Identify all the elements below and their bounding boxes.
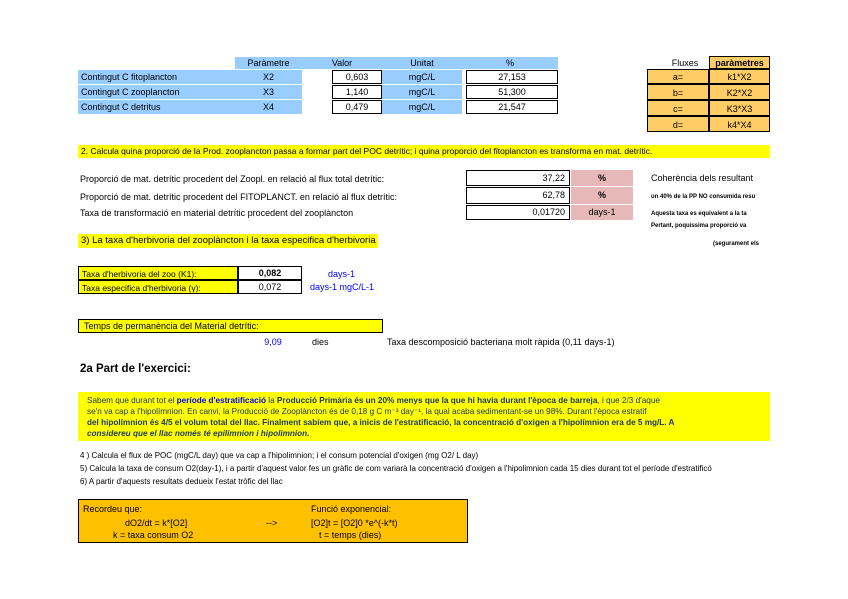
recordeu-label: Recordeu que: (83, 504, 143, 514)
formula-eq1: dO2/dt = k*[O2] (125, 518, 188, 528)
residence-note: Taxa descomposició bacteriana molt ràpida (0,11 days-1) (387, 337, 615, 347)
question-2-title: 2. Calcula quina proporció de la Prod. zooplancton passa a formar part del POC detrític; i quina proporció del fitoplancton es transforma en mat. detrític. (78, 145, 770, 158)
formula-eq2: k = taxa consum O2 (113, 530, 194, 540)
row-pct: 21,547 (466, 100, 558, 114)
row-pct: 27,153 (466, 70, 558, 84)
q2-row-note: Coherència dels resultant (651, 173, 754, 183)
row-param: X3 (235, 85, 302, 99)
row-valor: 0,603 (332, 70, 382, 84)
row-valor: 1,140 (332, 85, 382, 99)
func-eq1: [O2]t = [O2]0 *e^(-k*t) (311, 518, 398, 528)
question-3-title: 3) La taxa d'herbivoria del zooplàncton i la taxa especifica d'herbivoria (78, 234, 378, 248)
formula-arrow: --> (266, 518, 278, 528)
row-unitat: mgC/L (382, 100, 462, 114)
row-unitat: mgC/L (382, 85, 462, 99)
q2-row-unit: % (571, 187, 633, 204)
row-param: X2 (235, 70, 302, 84)
statement-line: considereu que el llac només té epilimnion i hipolimnion. (87, 429, 310, 438)
row-unitat: mgC/L (382, 70, 462, 84)
statement-bold: Producció Primària és un 20% menys que la que hi havia durant l'època de barreja (276, 396, 598, 405)
row-label: Contingut C fitoplancton (78, 70, 235, 84)
q2-row-label: Taxa de transformació en material detrític procedent del zooplàncton (80, 208, 354, 218)
q3-row-label: Taxa d'herbivoria del zoo (K1): (78, 266, 238, 280)
q2-note-3: (segurament els (713, 241, 760, 247)
q2-note-2: Pertant, poquíssima proporció va (651, 223, 747, 229)
statement-line: se'n va cap a l'hipolímnion. En canvi, la Producció de Zooplàncton és de 0,18 g C m⁻³ day⁻¹, la qual acaba sedimentant-se un 98%. Durant l'època estratif (87, 407, 647, 416)
statement-line: del hipolímnion és 4/5 el volum total del llac. Finalment sabíem que, a inicis de l'estratificació, la concentració d'oxigen a l'hipolímnion era de 5 mg/L. A (87, 418, 675, 427)
header-parametre: Paràmetre (235, 57, 302, 69)
q2-row-value: 62,78 (466, 187, 570, 204)
row-valor: 0,479 (332, 100, 382, 114)
statement-text: la (265, 396, 277, 405)
flux-value: K3*X3 (709, 100, 770, 116)
q3-row-value: 0,082 (238, 266, 302, 280)
q3-row-value: 0,072 (238, 280, 302, 294)
residence-title: Temps de permanència del Material detrític: (78, 319, 383, 333)
row-label: Contingut C zooplancton (78, 85, 235, 99)
header-pct: % (462, 57, 558, 69)
part2-heading: 2a Part de l'exercici: (80, 363, 191, 375)
q2-row-unit: % (571, 170, 633, 186)
part2-statement (78, 392, 770, 441)
q3-row-label: Taxa especifica d'herbivoria (γ): (78, 280, 238, 294)
question-4: 4 ) Calcula el flux de POC (mgC/L day) que va cap a l'hipolimnion; i el consum potencial d'oxigen (mg O2/ L day) (80, 451, 479, 460)
question-6: 6) A partir d'aquests resultats dedueix l'estat tròfic del llac (80, 477, 283, 486)
flux-key: b= (647, 84, 709, 100)
q2-row-unit: days-1 (571, 205, 633, 220)
flux-key: a= (647, 69, 709, 84)
residence-value: 9,09 (264, 337, 282, 347)
residence-unit: dies (312, 337, 329, 347)
q3-row-unit: days-1 mgC/L-1 (310, 282, 375, 292)
question-5: 5) Calcula la taxa de consum O2(day-1), i a partir d'aquest valor fes un gràfic de com variarà la concentració d'oxigen a l'hipolimnion cada 15 dies durant tot el període d'estratificó (80, 464, 712, 473)
header-valor: Valor (302, 57, 382, 69)
statement-text: , i que 2/3 d'aque (597, 396, 660, 405)
flux-value: k1*X2 (709, 69, 770, 84)
header-unitat: Unitat (382, 57, 462, 69)
row-label: Contingut C detritus (78, 100, 235, 114)
statement-text: Sabem que durant tot el (87, 396, 177, 405)
flux-key: d= (647, 116, 709, 132)
q2-row-label: Proporció de mat. detrític procedent del FITOPLANCT. en relació al flux detrític: (80, 192, 397, 202)
statement-highlight: període d'estratificació (176, 396, 266, 405)
fluxes-title: Fluxes (671, 58, 699, 68)
row-pct: 51,300 (466, 85, 558, 99)
flux-key: c= (647, 100, 709, 116)
flux-value: K2*X2 (709, 84, 770, 100)
q2-row-note: Aquesta taxa es equivalent a la ta (651, 211, 747, 217)
func-eq2: t = temps (dies) (319, 530, 382, 540)
fluxes-header: paràmetres (709, 56, 770, 69)
q2-row-value: 37,22 (466, 170, 570, 186)
q2-row-note: un 40% de la PP NO consumida resu (651, 194, 756, 200)
row-param: X4 (235, 100, 302, 114)
q2-row-label: Proporció de mat. detrític procedent del Zoopl. en relació al flux total detrític: (80, 174, 385, 184)
statement-line (87, 395, 660, 406)
formula-box (78, 499, 468, 543)
q2-row-value: 0,01720 (466, 205, 570, 220)
flux-value: k4*X4 (709, 116, 770, 132)
q3-row-unit: days-1 (328, 269, 356, 279)
func-title: Funció exponencial: (311, 504, 392, 514)
